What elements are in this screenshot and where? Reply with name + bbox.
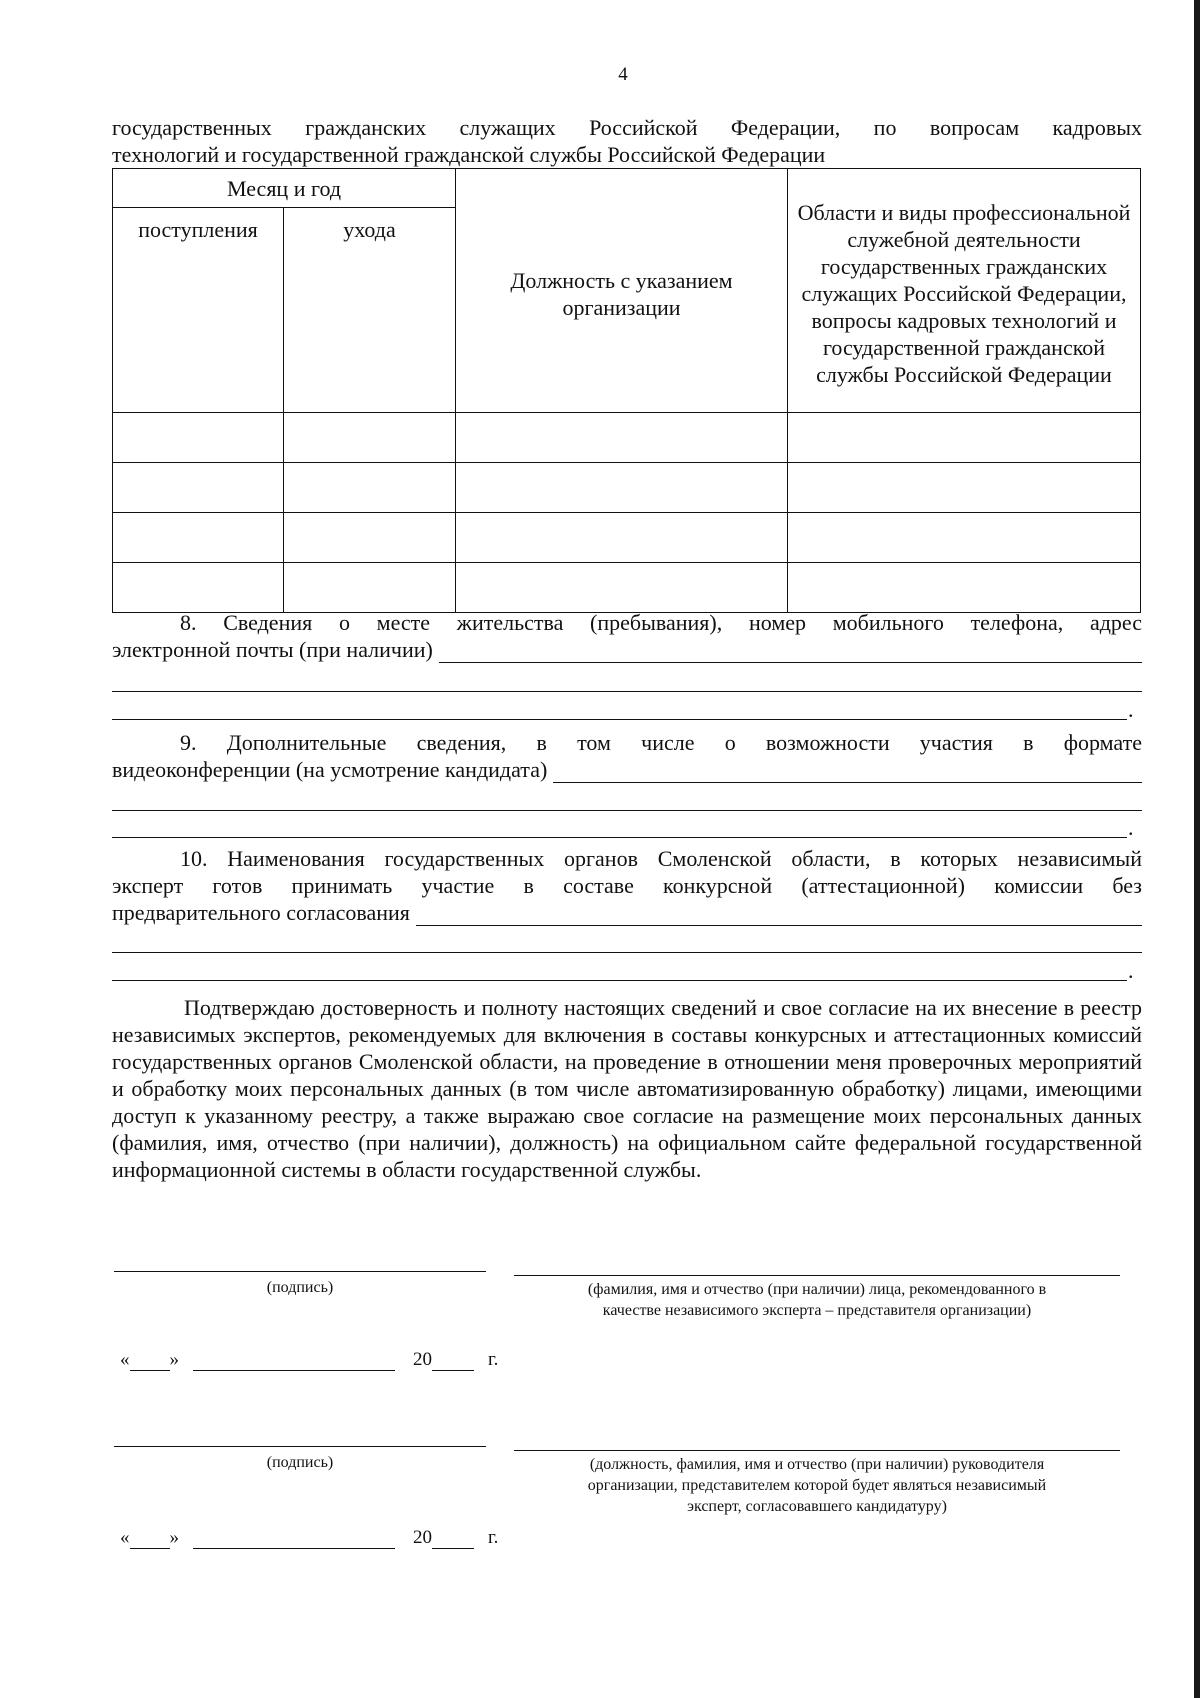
signature-caption: (подпись) bbox=[266, 1454, 334, 1471]
agencies-line-3[interactable] bbox=[112, 980, 1127, 981]
signature-line[interactable] bbox=[114, 1271, 486, 1272]
header-exit: ухода bbox=[284, 208, 456, 413]
table-cell[interactable] bbox=[456, 463, 788, 513]
section-8 bbox=[112, 609, 1142, 663]
date-month-field[interactable] bbox=[193, 1352, 395, 1371]
date-open-quote: « bbox=[120, 1349, 130, 1370]
date-row bbox=[120, 1527, 498, 1549]
expert-name-caption: (фамилия, имя и отчество (при наличии) лица, рекомендованного в качестве независимого эксперта – представителя организации) bbox=[587, 1281, 1047, 1319]
table-cell[interactable] bbox=[788, 413, 1141, 463]
table-cell[interactable] bbox=[113, 463, 284, 513]
residence-contact-field[interactable] bbox=[439, 641, 1142, 663]
date-year-prefix: 20 bbox=[413, 1527, 432, 1548]
consent-text: Подтверждаю достоверность и полноту настоящих сведений и свое согласие на их внесение в реестр независимых экспертов, рекомендуемых для включения в составы конкурсных и аттестационных комиссий государственных органов Смоленской области, на проведение в отношении меня проверочных мероприятий и обработку моих персональных данных (в том числе автоматизированную обработку) лицами, имеющими доступ к указанному реестру, а также выражаю свое согласие на размещение моих персональных данных (фамилия, имя, отчество (при наличии), должность) на официальном сайте федеральной государственной информационной системы в области государственной службы. bbox=[112, 995, 1142, 1182]
date-day-field[interactable] bbox=[130, 1530, 170, 1549]
section-9-line-2 bbox=[112, 756, 1142, 783]
page-number: 4 bbox=[618, 64, 628, 85]
residence-contact-line-2[interactable] bbox=[112, 691, 1142, 692]
header-entry: поступления bbox=[113, 208, 284, 413]
date-month-field[interactable] bbox=[193, 1530, 395, 1549]
table-cell[interactable] bbox=[284, 563, 456, 613]
table-cell[interactable] bbox=[788, 563, 1141, 613]
table-cell[interactable] bbox=[456, 413, 788, 463]
additional-info-field[interactable] bbox=[553, 761, 1142, 783]
table-cell[interactable] bbox=[788, 513, 1141, 563]
head-name-caption: (должность, фамилия, имя и отчество (при наличии) руководителя организации, представителем которой будет являться независимый эксперт, согласовавшего кандидатуру) bbox=[587, 1456, 1047, 1515]
head-name-line[interactable] bbox=[514, 1450, 1120, 1451]
table-row bbox=[113, 413, 1141, 463]
additional-info-line-3[interactable] bbox=[112, 837, 1127, 838]
date-year-suffix: г. bbox=[488, 1349, 499, 1370]
period-mark: . bbox=[1128, 958, 1134, 983]
table-cell[interactable] bbox=[113, 413, 284, 463]
date-year-field[interactable] bbox=[432, 1352, 474, 1371]
signature-caption: (подпись) bbox=[266, 1279, 334, 1296]
table-cell[interactable] bbox=[788, 463, 1141, 513]
section-10-line-2: эксперт готов принимать участие в составе конкурсной (аттестационной) комиссии без bbox=[112, 873, 1142, 898]
header-position: Должность с указанием организации bbox=[456, 169, 788, 413]
intro-line-1: государственных гражданских служащих Российской Федерации, по вопросам кадровых bbox=[112, 115, 1142, 140]
section-10-line-1: 10. Наименования государственных органов Смоленской области, в которых независимый bbox=[180, 846, 1142, 871]
date-open-quote: « bbox=[120, 1527, 130, 1548]
header-areas: Области и виды профессиональной служебной деятельности государственных гражданских служащих Российской Федерации, вопросы кадровых технологий и государственной гражданской службы Российской Федерации bbox=[788, 169, 1141, 413]
header-month-year: Месяц и год bbox=[113, 169, 456, 208]
table-cell[interactable] bbox=[284, 513, 456, 563]
period-mark: . bbox=[1128, 697, 1134, 722]
section-9-line-1: 9. Дополнительные сведения, в том числе о возможности участия в формате bbox=[180, 730, 1142, 755]
signature-line[interactable] bbox=[114, 1446, 486, 1447]
expert-name-line[interactable] bbox=[514, 1275, 1120, 1276]
table-cell[interactable] bbox=[113, 563, 284, 613]
experience-table bbox=[112, 168, 1141, 613]
additional-info-line-2[interactable] bbox=[112, 810, 1142, 811]
date-close-quote: » bbox=[169, 1527, 179, 1548]
table-cell[interactable] bbox=[284, 463, 456, 513]
date-year-field[interactable] bbox=[432, 1530, 474, 1549]
agencies-line-2[interactable] bbox=[112, 952, 1142, 953]
table-row bbox=[113, 463, 1141, 513]
table-row bbox=[113, 563, 1141, 613]
agencies-field[interactable] bbox=[416, 904, 1142, 926]
page-edge bbox=[1194, 0, 1200, 1698]
date-year-suffix: г. bbox=[488, 1527, 499, 1548]
section-10 bbox=[112, 845, 1142, 926]
intro-line-2: технологий и государственной гражданской службы Российской Федерации bbox=[112, 142, 826, 167]
section-10-label: предварительного согласования bbox=[112, 900, 410, 925]
date-close-quote: » bbox=[169, 1349, 179, 1370]
table-cell[interactable] bbox=[284, 413, 456, 463]
intro-text bbox=[112, 114, 1142, 168]
residence-contact-line-3[interactable] bbox=[112, 719, 1127, 720]
section-8-line-2 bbox=[112, 636, 1142, 663]
table-row bbox=[113, 513, 1141, 563]
table-cell[interactable] bbox=[456, 513, 788, 563]
period-mark: . bbox=[1128, 815, 1134, 840]
section-10-line-3 bbox=[112, 899, 1142, 926]
table-cell[interactable] bbox=[456, 563, 788, 613]
table-cell[interactable] bbox=[113, 513, 284, 563]
date-year-prefix: 20 bbox=[413, 1349, 432, 1370]
section-9 bbox=[112, 729, 1142, 783]
date-day-field[interactable] bbox=[130, 1352, 170, 1371]
section-8-line-1: 8. Сведения о месте жительства (пребывания), номер мобильного телефона, адрес bbox=[180, 610, 1142, 635]
section-8-label: электронной почты (при наличии) bbox=[112, 637, 433, 662]
section-9-label: видеоконференции (на усмотрение кандидата) bbox=[112, 757, 548, 782]
date-row bbox=[120, 1349, 498, 1371]
